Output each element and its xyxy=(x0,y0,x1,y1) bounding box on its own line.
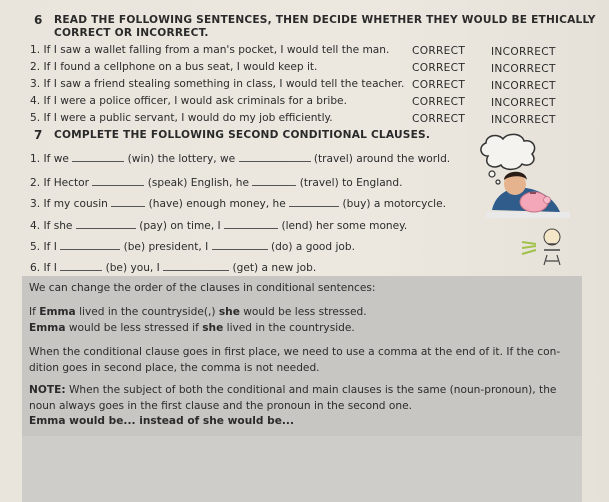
small-doodle-icon xyxy=(522,229,560,265)
conditional-item-5: 5. If I (be) president, I (do) a good job. xyxy=(30,241,356,253)
grammar-line-5: dition goes in second place, the comma is not needed. xyxy=(29,362,320,374)
blank-1a[interactable] xyxy=(72,152,124,162)
conditional-item-2: 2. If Hector (speak) English, he (travel) to England. xyxy=(30,177,403,189)
incorrect-option-2[interactable]: INCORRECT xyxy=(491,63,556,75)
conditional-item-4: 4. If she (pay) on time, I (lend) her some money. xyxy=(30,220,408,232)
incorrect-option-1[interactable]: INCORRECT xyxy=(491,46,556,58)
section-7-title: COMPLETE THE FOLLOWING SECOND CONDITIONAL CLAUSES. xyxy=(54,129,431,141)
blank-6b[interactable] xyxy=(163,261,229,271)
lower-page-area xyxy=(22,436,582,502)
ethics-item-5: 5. If I were a public servant, I would do my job efficiently. xyxy=(30,112,333,124)
grammar-line-4: When the conditional clause goes in first place, we need to use a comma at the end of it. If the con- xyxy=(29,346,561,358)
blank-2a[interactable] xyxy=(92,176,144,186)
section-6-number: 6 xyxy=(34,13,43,27)
blank-1b[interactable] xyxy=(239,152,311,162)
grammar-note: NOTE: When the subject of both the conditional and main clauses is the same (noun-pronoun), the xyxy=(29,384,557,396)
blank-4a[interactable] xyxy=(76,219,136,229)
ethics-item-3: 3. If I saw a friend stealing something in class, I would tell the teacher. xyxy=(30,78,405,90)
grammar-example-1: If Emma lived in the countryside(,) she would be less stressed. xyxy=(29,306,367,318)
correct-option-5[interactable]: CORRECT xyxy=(412,113,466,125)
incorrect-option-4[interactable]: INCORRECT xyxy=(491,97,556,109)
correct-option-1[interactable]: CORRECT xyxy=(412,45,466,57)
incorrect-option-5[interactable]: INCORRECT xyxy=(491,114,556,126)
grammar-line-8: Emma would be... instead of she would be... xyxy=(29,415,294,427)
blank-6a[interactable] xyxy=(60,261,102,271)
blank-5a[interactable] xyxy=(60,240,120,250)
illustration-person-piggy-bank xyxy=(470,130,580,290)
ethics-item-4: 4. If I were a police officer, I would ask criminals for a bribe. xyxy=(30,95,347,107)
grammar-line-7: noun always goes in the first clause and the pronoun in the second one. xyxy=(29,400,412,412)
ethics-item-1: 1. If I saw a wallet falling from a man's pocket, I would tell the man. xyxy=(30,44,390,56)
thought-bubble-icon xyxy=(481,134,535,169)
correct-option-4[interactable]: CORRECT xyxy=(412,96,466,108)
conditional-item-3: 3. If my cousin (have) enough money, he (buy) a motorcycle. xyxy=(30,198,447,210)
grammar-example-2: Emma would be less stressed if she lived in the countryside. xyxy=(29,322,355,334)
blank-2b[interactable] xyxy=(252,176,296,186)
section-6-title-line1: READ THE FOLLOWING SENTENCES, THEN DECIDE WHETHER THEY WOULD BE ETHICALLY xyxy=(54,14,596,26)
incorrect-option-3[interactable]: INCORRECT xyxy=(491,80,556,92)
grammar-line-1: We can change the order of the clauses in conditional sentences: xyxy=(29,282,376,294)
ethics-item-2: 2. If I found a cellphone on a bus seat, I would keep it. xyxy=(30,61,318,73)
correct-option-3[interactable]: CORRECT xyxy=(412,79,466,91)
blank-3a[interactable] xyxy=(111,197,145,207)
section-6-title-line2: CORRECT OR INCORRECT. xyxy=(54,27,209,39)
conditional-item-6: 6. If I (be) you, I (get) a new job. xyxy=(30,262,317,274)
blank-3b[interactable] xyxy=(289,197,339,207)
blank-5b[interactable] xyxy=(212,240,268,250)
blank-4b[interactable] xyxy=(224,219,278,229)
conditional-item-1: 1. If we (win) the lottery, we (travel) around the world. xyxy=(30,153,451,165)
section-7-number: 7 xyxy=(34,128,43,142)
correct-option-2[interactable]: CORRECT xyxy=(412,62,466,74)
